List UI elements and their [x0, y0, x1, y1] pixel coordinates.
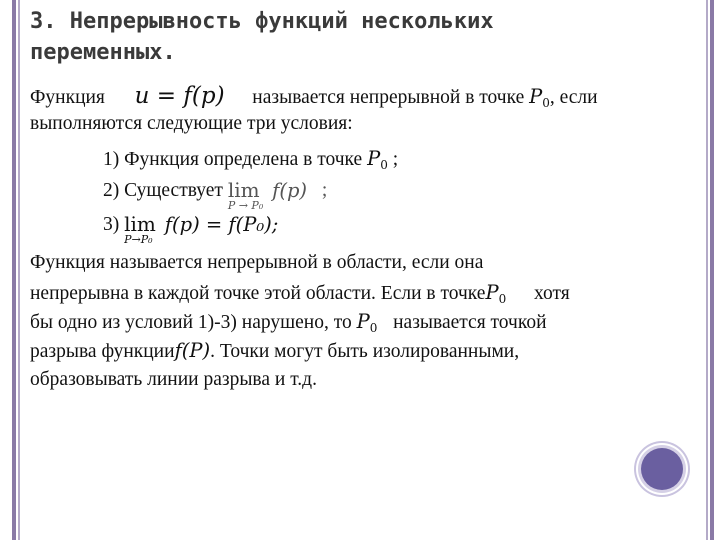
condition-2-expression: f(p): [272, 179, 308, 202]
definition-suffix: , если: [549, 87, 598, 108]
paragraph-line-4-b: . Точки могут быть изолированными,: [210, 341, 520, 362]
paragraph-line-4-a: разрыва функции: [30, 341, 175, 362]
condition-3-text: 3): [103, 214, 120, 235]
definition-middle: называется непрерывной в точке: [252, 87, 525, 108]
condition-2: [103, 179, 327, 211]
slide-title-line1: 3. Непрерывность функций нескольких: [30, 9, 494, 34]
slide-title-line2: переменных.: [30, 40, 176, 65]
paragraph-line-2: [30, 281, 570, 307]
paragraph-line-1: Функция называется непрерывной в области, если она: [30, 252, 484, 273]
paragraph-line-4-expression: f(P): [174, 339, 211, 362]
condition-3-limit: lim P→P₀: [124, 212, 156, 246]
condition-1-text: 1) Функция определена в точке: [103, 149, 363, 170]
condition-1: [103, 147, 398, 173]
definition-formula: u = f(p): [134, 83, 225, 109]
condition-3-expression: f(p) = f(P₀);: [164, 213, 279, 236]
definition-point: $P_0$: [529, 85, 550, 110]
condition-1-point: $P_0$: [367, 147, 388, 172]
paragraph-line-5: образовывать линии разрыва и т.д.: [30, 369, 317, 390]
condition-2-end: ;: [321, 180, 328, 201]
paragraph-line-3-point: $P_0$: [356, 310, 378, 335]
paragraph-line-2-point: $P_0$: [485, 281, 507, 306]
slide-decoration-circle: [641, 448, 683, 490]
slide-frame-left-inner: [18, 0, 20, 540]
paragraph-line-4: [30, 339, 519, 364]
paragraph-line-3-b: называется точкой: [393, 312, 547, 333]
slide-title: [30, 6, 690, 68]
condition-3: [103, 213, 278, 245]
slide-frame-left: [12, 0, 16, 540]
condition-2-text: 2) Существует: [103, 180, 223, 201]
paragraph-line-3: [30, 310, 547, 336]
definition-line-2: выполняются следующие три условия:: [30, 113, 353, 134]
paragraph-line-2-b: хотя: [533, 283, 570, 304]
slide-frame-right-inner: [706, 0, 708, 540]
condition-2-limit: lim P → P₀: [227, 178, 264, 212]
definition-line-1: [30, 84, 598, 111]
condition-1-end: ;: [392, 149, 399, 170]
slide-frame-right: [710, 0, 714, 540]
definition-prefix: Функция: [30, 87, 105, 108]
paragraph-line-3-a: бы одно из условий 1)-3) нарушено, то: [30, 312, 352, 333]
paragraph-line-2-a: непрерывна в каждой точке этой области. Если в точке: [30, 283, 486, 304]
